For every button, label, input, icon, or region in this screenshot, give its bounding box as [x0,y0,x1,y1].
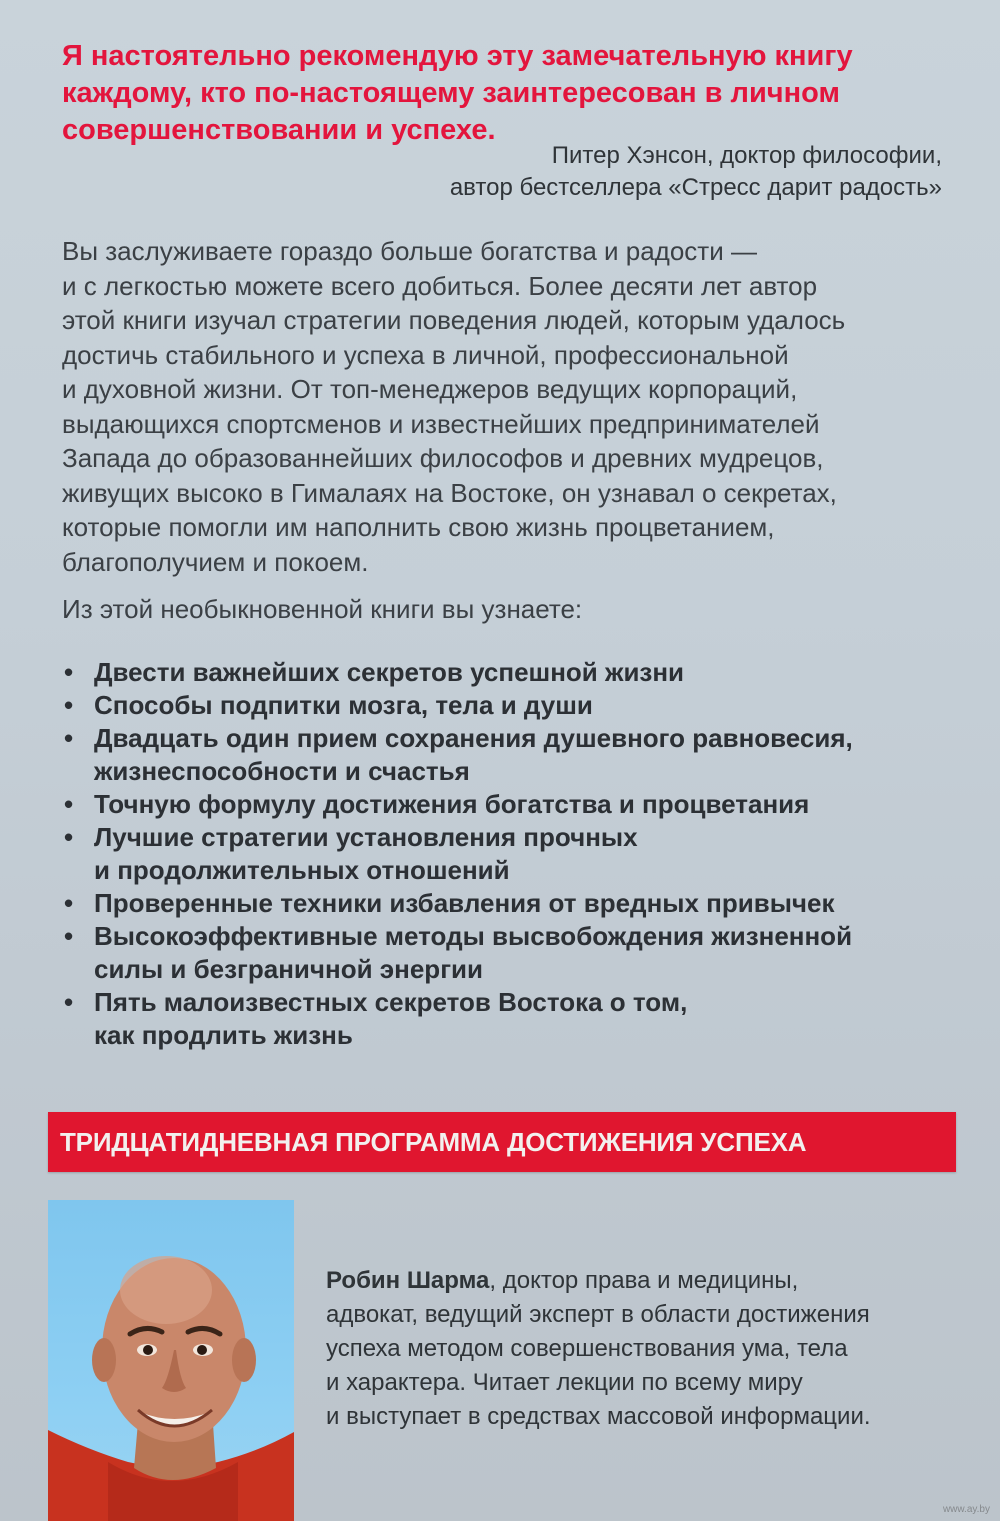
bullet-icon: • [64,987,74,1017]
author-portrait-icon [48,1200,294,1521]
list-item [62,986,962,1052]
list-item-text: Проверенные техники избавления от вредных привычек [94,888,835,918]
list-item [62,656,962,689]
bullet-icon: • [64,921,74,951]
bullet-icon: • [64,723,74,753]
bullet-icon: • [64,789,74,819]
bullet-icon: • [64,888,74,918]
bullet-icon: • [64,822,74,852]
list-item-text: Высокоэффективные методы высвобождения жизненной силы и безграничной энергии [94,921,853,984]
author-name: Робин Шарма [326,1267,490,1294]
author-bio-text: , доктор права и медицины, адвокат, ведущий эксперт в области достижения успеха методом совершенствования ума, тела и характера. Читает лекции по всему миру и выступает в средствах массовой информации. [326,1267,871,1430]
book-description: Вы заслуживаете гораздо больше богатства и радости — и с легкостью можете всего добиться. Более десяти лет автор этой книги изучал стратегии поведения людей, которым удалось достичь стабильного и успеха в личной, профессиональной и духовной жизни. От топ-менеджеров ведущих корпораций, выдающихся спортсменов и известнейших предпринимателей Запада до образованнейших философов и древних мудрецов, живущих высоко в Гималаях на Востоке, он узнавал о секретах, которые помогли им наполнить свою жизнь процветанием, благополучием и покоем. [62,236,846,577]
list-item-text: Способы подпитки мозга, тела и души [94,690,593,720]
program-banner [48,1112,956,1172]
list-item [62,722,962,788]
list-item [62,920,962,986]
author-portrait-svg [48,1200,294,1521]
list-item [62,821,962,887]
site-watermark: www.ay.by [942,1504,990,1515]
list-item-text: Пять малоизвестных секретов Востока о том, как продлить жизнь [94,987,688,1050]
author-bio [326,1264,966,1434]
banner-title: ТРИДЦАТИДНЕВНАЯ ПРОГРАММА ДОСТИЖЕНИЯ УСПЕХА [60,1127,807,1157]
recommendation-quote: Я настоятельно рекомендую эту замечательную книгу каждому, кто по-настоящему заинтересован в личном совершенствовании и успехе. [62,40,853,146]
list-item-text: Точную формулу достижения богатства и процветания [94,789,810,819]
list-intro: Из этой необыкновенной книги вы узнаете: [62,594,583,624]
list-item-text: Двести важнейших секретов успешной жизни [94,657,685,687]
bullet-icon: • [64,657,74,687]
list-item [62,689,962,722]
list-item [62,887,962,920]
benefits-list [62,656,962,1052]
bullet-icon: • [64,690,74,720]
list-item-text: Лучшие стратегии установления прочных и продолжительных отношений [94,822,638,885]
list-item-text: Двадцать один прием сохранения душевного равновесия, жизнеспособности и счастья [94,723,853,786]
quote-attribution: Питер Хэнсон, доктор философии, автор бестселлера «Стресс дарит радость» [449,142,942,201]
list-item [62,788,962,821]
